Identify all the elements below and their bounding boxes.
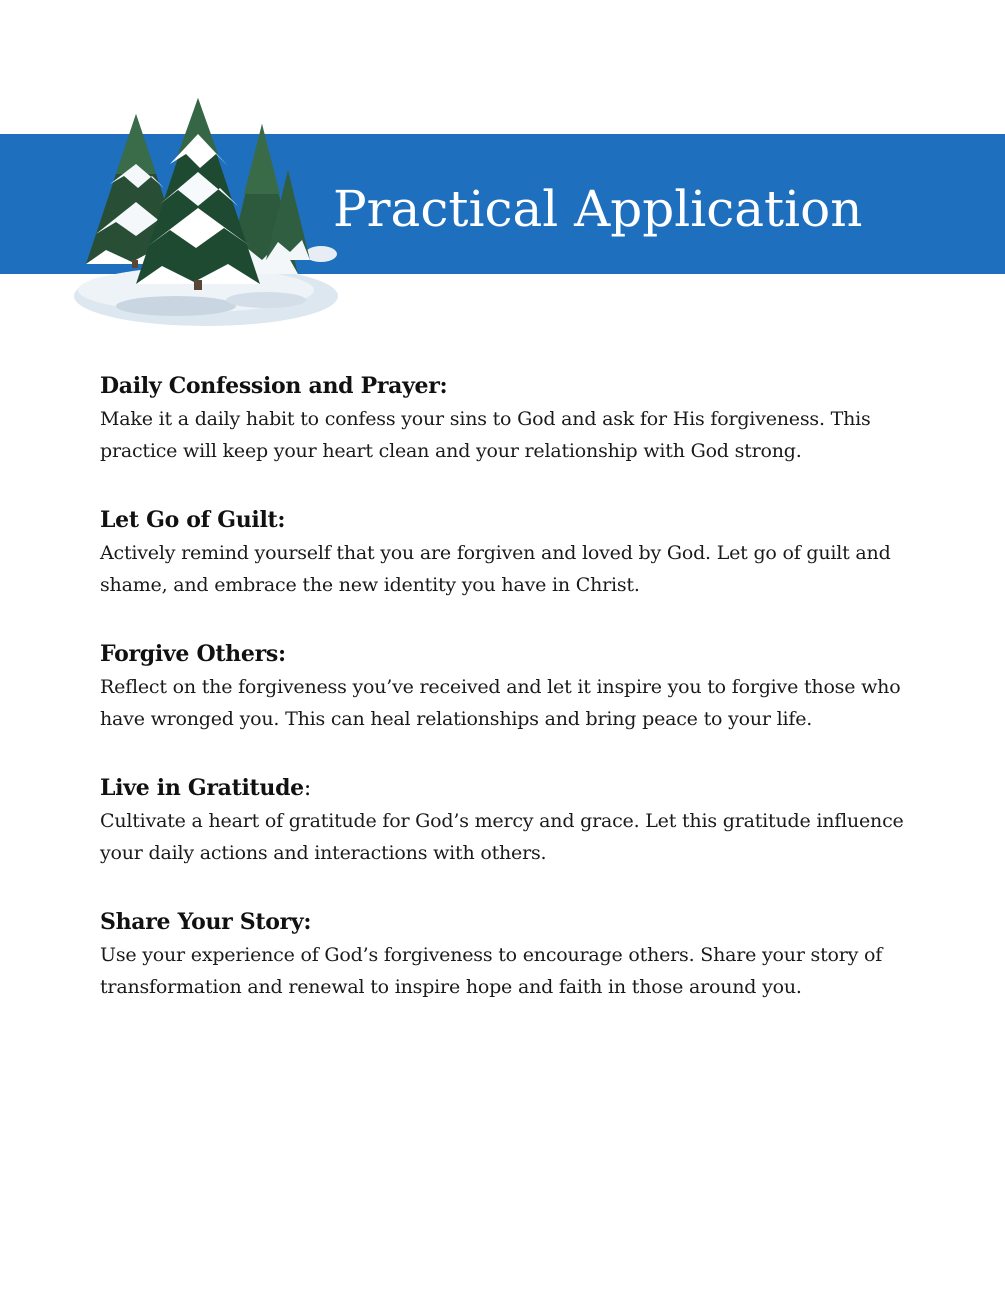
section-title-text: Daily Confession and Prayer: <box>100 373 448 399</box>
section-forgive-others <box>100 638 920 735</box>
section-title <box>100 370 920 403</box>
section-body: Reflect on the forgiveness you’ve received and let it inspire you to forgive those who have wronged you. This can heal relationships and bring peace to your life. <box>100 676 901 730</box>
section-let-go-of-guilt <box>100 504 920 601</box>
page-title: Practical Application <box>333 180 863 238</box>
section-title-text: Forgive Others: <box>100 641 286 667</box>
section-title-text: Let Go of Guilt: <box>100 507 286 533</box>
section-title <box>100 772 920 805</box>
section-title <box>100 906 920 939</box>
section-title-suffix: : <box>303 776 311 801</box>
section-title <box>100 638 920 671</box>
section-daily-confession <box>100 370 920 467</box>
section-body: Use your experience of God’s forgiveness to encourage others. Share your story of transformation and renewal to inspire hope and faith in those around you. <box>100 944 883 998</box>
content <box>100 370 920 1040</box>
section-title-text: Share Your Story: <box>100 909 312 935</box>
section-body: Actively remind yourself that you are forgiven and loved by God. Let go of guilt and shame, and embrace the new identity you have in Christ. <box>100 542 891 596</box>
section-body: Cultivate a heart of gratitude for God’s mercy and grace. Let this gratitude influence your daily actions and interactions with others. <box>100 810 904 864</box>
section-body: Make it a daily habit to confess your sins to God and ask for His forgiveness. This practice will keep your heart clean and your relationship with God strong. <box>100 408 871 462</box>
section-share-your-story <box>100 906 920 1003</box>
section-live-in-gratitude <box>100 772 920 869</box>
section-title <box>100 504 920 537</box>
snowy-pine-trees-illustration <box>66 84 338 334</box>
section-title-text: Live in Gratitude <box>100 775 304 801</box>
